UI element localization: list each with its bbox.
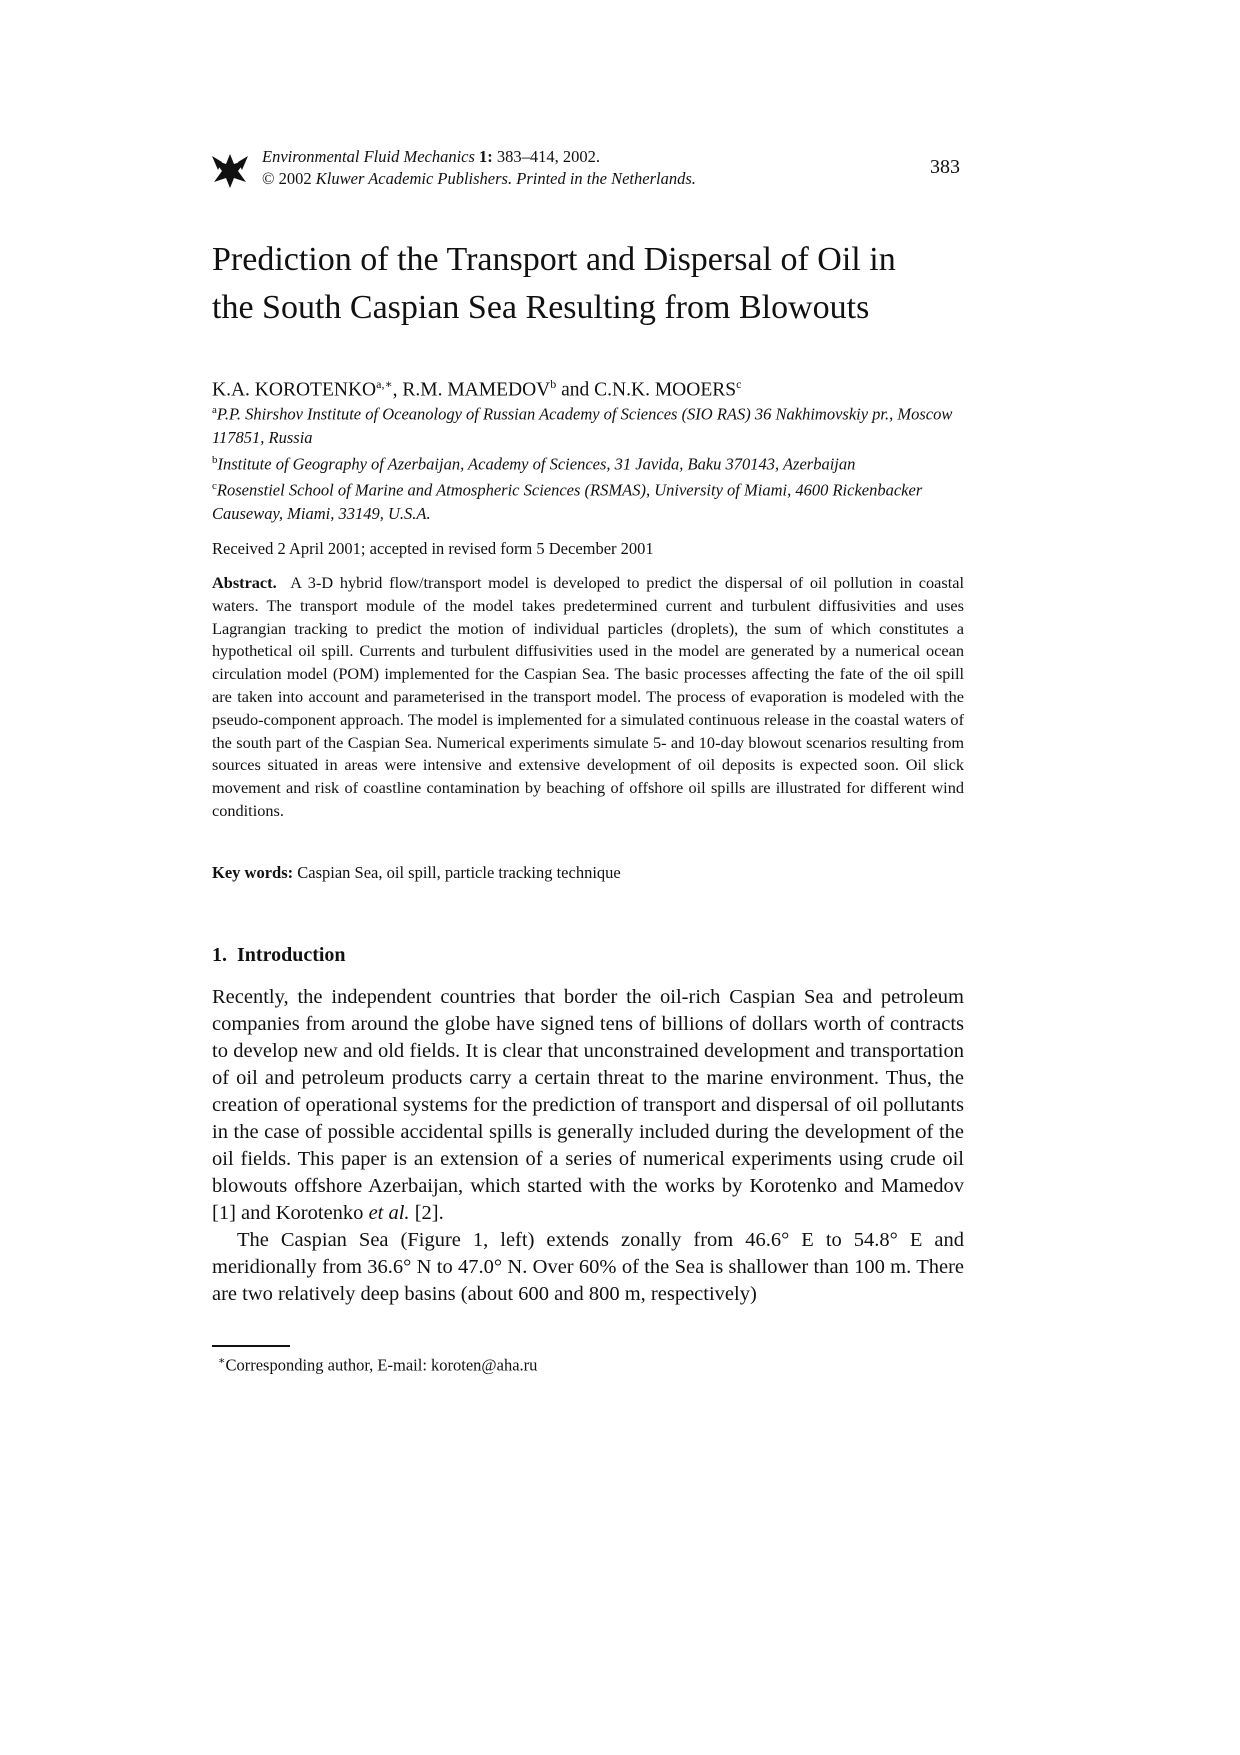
keywords-label: Key words:: [212, 863, 294, 882]
affiliation-c: [212, 475, 964, 525]
affiliation-text: Rosenstiel School of Marine and Atmospheric Sciences (RSMAS), University of Miami, 4600 Rickenbacker Causeway, Miami, 33149, U.S.A.: [212, 480, 923, 523]
affiliations: [212, 399, 964, 525]
intro-paragraph-2: The Caspian Sea (Figure 1, left) extends zonally from 46.6° E to 54.8° E and meridionally from 36.6° N to 47.0° N. Over 60% of the Sea is shallower than 100 m. There are two relatively deep basins (about 600 and 800 m, respectively): [212, 1229, 964, 1305]
affiliation-mark: b: [212, 453, 218, 466]
author-sep-2: and: [556, 379, 595, 401]
journal-citation: [262, 146, 696, 190]
intro-paragraph-1: [212, 984, 964, 1227]
section-number: 1.: [212, 944, 227, 966]
abstract-text: A 3-D hybrid flow/transport model is developed to predict the dispersal of oil pollution in coastal waters. The transport module of the model takes predetermined current and turbulent diffusivities and uses Lagrangian tracking to predict the motion of individual particles (droplets), the sum of which constitutes a hypothetical oil spill. Currents and turbulent diffusivities used in the model are generated by a numerical ocean circulation model (POM) implemented for the Caspian Sea. The basic processes affecting the fate of the oil spill are taken into account and parameterised in the transport model. The process of evaporation is modeled with the pseudo-component approach. The model is implemented for a simulated continuous release in the coastal waters of the south part of the Caspian Sea. Numerical experiments simulate 5- and 10-day blowout scenarios resulting from sources situated in areas were intensive and extensive development of oil deposits is expected soon. Oil slick movement and risk of coastline contamination by beaching of offshore oil spills are illustrated for different wind conditions.: [212, 573, 965, 820]
journal-line-2: [262, 168, 696, 190]
affiliation-text: Institute of Geography of Azerbaijan, Academy of Sciences, 31 Javida, Baku 370143, Azerbaijan: [217, 454, 856, 473]
keywords-text: Caspian Sea, oil spill, particle tracking technique: [297, 863, 621, 882]
author-3-sup: c: [736, 377, 742, 391]
author-1: K.A. KOROTENKO: [212, 379, 377, 401]
introduction-body: [212, 984, 964, 1308]
journal-name: Environmental Fluid Mechanics: [262, 147, 475, 166]
author-3: C.N.K. MOOERS: [594, 379, 737, 401]
copyright-year: 2002: [278, 169, 312, 188]
intro-p1-etal: et al.: [368, 1202, 410, 1224]
affiliation-mark: a: [212, 404, 217, 416]
author-2: R.M. MAMEDOV: [402, 379, 551, 401]
intro-p1-text: Recently, the independent countries that border the oil-rich Caspian Sea and petroleum companies from around the globe have signed tens of billions of dollars worth of contracts to develop new and old fields. It is clear that unconstrained development and transportation of oil and petroleum products carry a certain threat to the marine environment. Thus, the creation of operational systems for the prediction of transport and dispersal of oil pollutants in the case of possible accidental spills is generally included during the development of the oil fields. This paper is an extension of a series of numerical experiments using crude oil blowouts offshore Azerbaijan, which started with the works by Korotenko and Mamedov [1] and Korotenko: [212, 986, 964, 1224]
title-line-2: the South Caspian Sea Resulting from Blowouts: [212, 289, 870, 326]
abstract: [212, 572, 964, 823]
received-dates: Received 2 April 2001; accepted in revised form 5 December 2001: [212, 539, 654, 558]
section-heading: [212, 944, 346, 967]
author-sep-1: ,: [392, 379, 403, 401]
section-title: Introduction: [237, 944, 346, 966]
footnote: [218, 1350, 537, 1377]
author-list: [212, 372, 741, 403]
footnote-text: Corresponding author, E-mail: koroten@aha.ru: [225, 1355, 538, 1375]
journal-line-1: [262, 146, 696, 168]
affiliation-a: [212, 399, 964, 449]
publisher-name: Kluwer Academic Publishers.: [315, 169, 513, 188]
page-number: 383: [930, 156, 960, 178]
copyright-symbol: ©: [262, 169, 275, 188]
keywords: [212, 862, 621, 884]
footnote-mark: ∗: [218, 1355, 226, 1367]
abstract-label: Abstract.: [212, 573, 277, 592]
printed-location: Printed in the Netherlands.: [516, 169, 696, 188]
publisher-logo-icon: [212, 152, 248, 190]
journal-pages-year: 383–414, 2002.: [496, 147, 601, 166]
affiliation-mark: c: [212, 480, 217, 492]
journal-volume: 1:: [479, 147, 493, 166]
intro-p1-end: [2].: [409, 1202, 444, 1224]
affiliation-b: [212, 449, 964, 476]
footnote-rule: [212, 1345, 290, 1347]
title-line-1: Prediction of the Transport and Dispersal of Oil in: [212, 241, 896, 278]
affiliation-text: P.P. Shirshov Institute of Oceanology of Russian Academy of Sciences (SIO RAS) 36 Nakhimovskiy pr., Moscow 117851, Russia: [212, 404, 953, 447]
journal-header: [212, 146, 964, 196]
author-1-sup: a,∗: [376, 377, 393, 391]
author-2-sup: b: [550, 377, 557, 391]
paper-title: [212, 236, 964, 332]
